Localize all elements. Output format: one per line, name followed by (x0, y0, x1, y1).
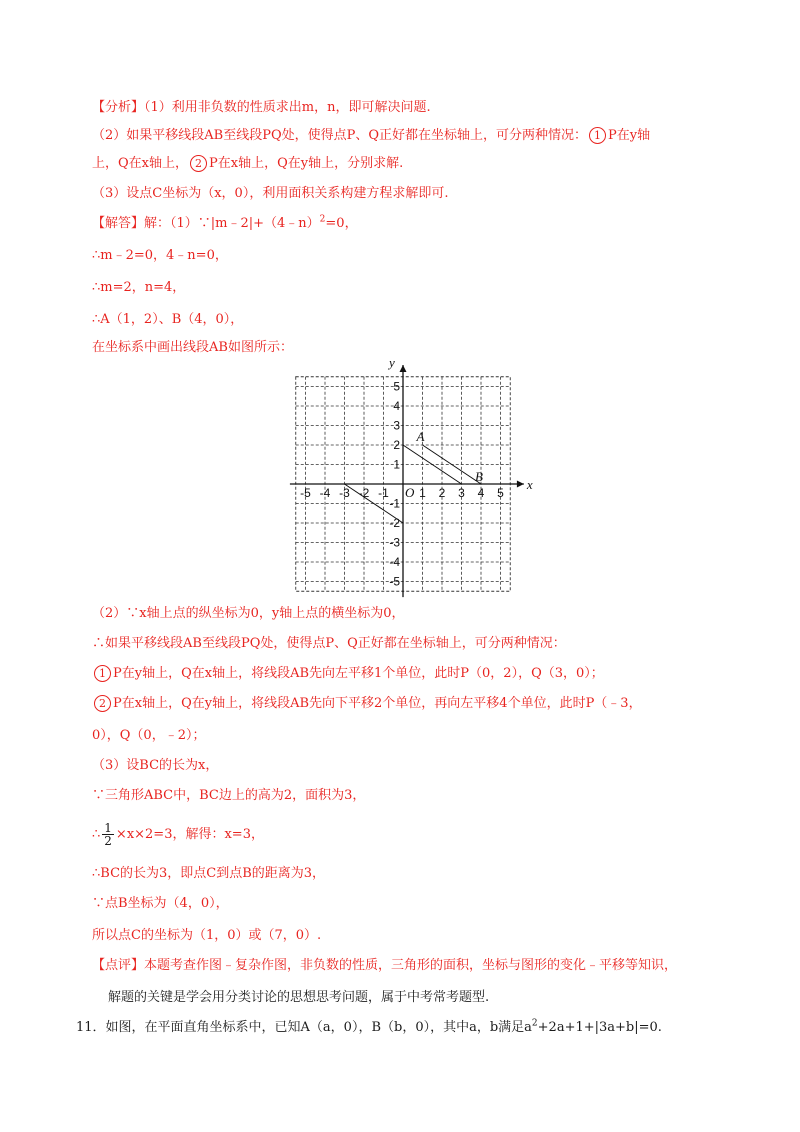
answer-line-4: ∴A（1，2）、B（4，0）， (92, 312, 244, 327)
x-tick-label: 2 (438, 486, 446, 500)
point-labels (387, 355, 533, 500)
x-axis-label: x (526, 477, 533, 492)
y-tick-label: 4 (393, 399, 400, 413)
part3-line-3 (92, 822, 264, 847)
x-tick-label: 5 (497, 486, 504, 500)
circle-number-case-2: 2 (94, 695, 111, 712)
y-axis-label: y (389, 355, 395, 370)
part3-line-3-pre: ∴ (92, 827, 101, 842)
y-tick-label: -2 (389, 516, 400, 530)
part2-line-4-text: P在x轴上，Q在y轴上，将线段AB先向下平移2个单位，再向左平移4个单位，此时P（﹣3， (113, 696, 642, 711)
answer-line-1-end: =0， (325, 216, 358, 231)
comment-line-1: 【点评】本题考查作图﹣复杂作图，非负数的性质，三角形的面积，坐标与图形的变化﹣平移等知识， (92, 958, 678, 973)
part3-line-5: ∵点B坐标为（4，0）， (92, 896, 229, 911)
part2-line-2: ∴如果平移线段AB至线段PQ处，使得点P、Q正好都在坐标轴上，可分两种情况： (92, 636, 566, 651)
fraction-one-half (102, 822, 114, 847)
y-axis-arrow (400, 365, 407, 372)
x-tick-label: 3 (458, 486, 465, 500)
analysis-line-3-end: P在x轴上，Q在y轴上，分别求解. (209, 156, 404, 171)
fraction-numerator: 1 (104, 821, 112, 835)
circle-number-2: 2 (190, 155, 207, 172)
x-tick-label: -1 (378, 486, 389, 500)
x-tick-label: -3 (339, 486, 350, 500)
y-tick-label: 1 (393, 457, 400, 472)
circle-number-1: 1 (589, 127, 606, 144)
fraction-denominator: 2 (104, 834, 112, 848)
part3-line-6: 所以点C的坐标为（1，0）或（7，0）. (92, 928, 322, 943)
answer-line-1-sup: 2 (319, 214, 326, 225)
y-tick-label: -4 (389, 555, 400, 569)
analysis-line-3-text: 上，Q在x轴上， (92, 156, 188, 171)
y-tick-label: 5 (393, 379, 400, 394)
part2-line-1: （2）∵x轴上点的纵坐标为0，y轴上点的横坐标为0， (92, 606, 405, 621)
x-tick-label: -5 (300, 486, 311, 500)
x-tick-label: -2 (358, 486, 370, 500)
part2-line-4 (92, 694, 642, 714)
analysis-line-1: 【分析】（1）利用非负数的性质求出m，n，即可解决问题. (92, 100, 431, 115)
x-tick-label: 1 (419, 486, 426, 500)
part3-line-2: ∵三角形ABC中，BC边上的高为2，面积为3， (92, 788, 366, 803)
x-tick-label: -4 (319, 486, 331, 500)
question-11-end: +2a+1+|3a+b|=0. (537, 1020, 662, 1035)
part2-line-3 (92, 664, 604, 684)
y-tick-label: -3 (389, 535, 400, 550)
answer-line-1 (92, 214, 358, 234)
analysis-line-3 (92, 154, 403, 174)
analysis-line-2-text: （2）如果平移线段AB至线段PQ处，使得点P、Q正好都在坐标轴上，可分两种情况： (92, 128, 588, 143)
part2-line-5: 0），Q（0，﹣2）； (92, 728, 206, 743)
y-tick-label: 3 (393, 418, 400, 433)
answer-line-3: ∴m=2，n=4， (92, 280, 186, 295)
point-a-label: A (416, 429, 425, 444)
part3-line-3-post: ×x×2=3，解得：x=3， (115, 827, 264, 842)
part2-line-3-text: P在y轴上，Q在x轴上，将线段AB先向左平移1个单位，此时P（0，2），Q（3，0）； (113, 666, 604, 681)
answer-line-1-text: 【解答】解：（1）∵|m﹣2|+（4﹣n） (92, 216, 320, 231)
circle-number-case-1: 1 (94, 665, 111, 682)
question-11-text: 11．如图，在平面直角坐标系中，已知A（a，0），B（b，0），其中a，b满足a (76, 1020, 532, 1035)
part3-line-1: （3）设BC的长为x， (92, 758, 219, 773)
x-tick-label: 4 (477, 486, 485, 500)
analysis-line-4: （3）设点C坐标为（x，0），利用面积关系构建方程求解即可. (92, 186, 449, 201)
answer-line-5: 在坐标系中画出线段AB如图所示： (92, 340, 293, 355)
origin-label: O (405, 485, 415, 500)
question-11-sup: 2 (531, 1018, 538, 1029)
x-axis-arrow (517, 481, 524, 488)
point-b-label: B (475, 469, 483, 484)
answer-line-2: ∴m﹣2=0，4﹣n=0， (92, 248, 228, 263)
y-tick-label: -1 (389, 496, 400, 511)
comment-line-2: 解题的关键是学会用分类讨论的思想思考问题，属于中考常考题型. (108, 990, 490, 1005)
coordinate-graph (288, 355, 533, 596)
y-tick-label: 2 (393, 438, 400, 452)
question-11 (76, 1018, 662, 1038)
y-tick-label: -5 (389, 574, 400, 589)
analysis-line-2 (92, 126, 650, 146)
analysis-line-2-end: P在y轴 (608, 128, 651, 143)
part3-line-4: ∴BC的长为3，即点C到点B的距离为3， (92, 866, 326, 881)
